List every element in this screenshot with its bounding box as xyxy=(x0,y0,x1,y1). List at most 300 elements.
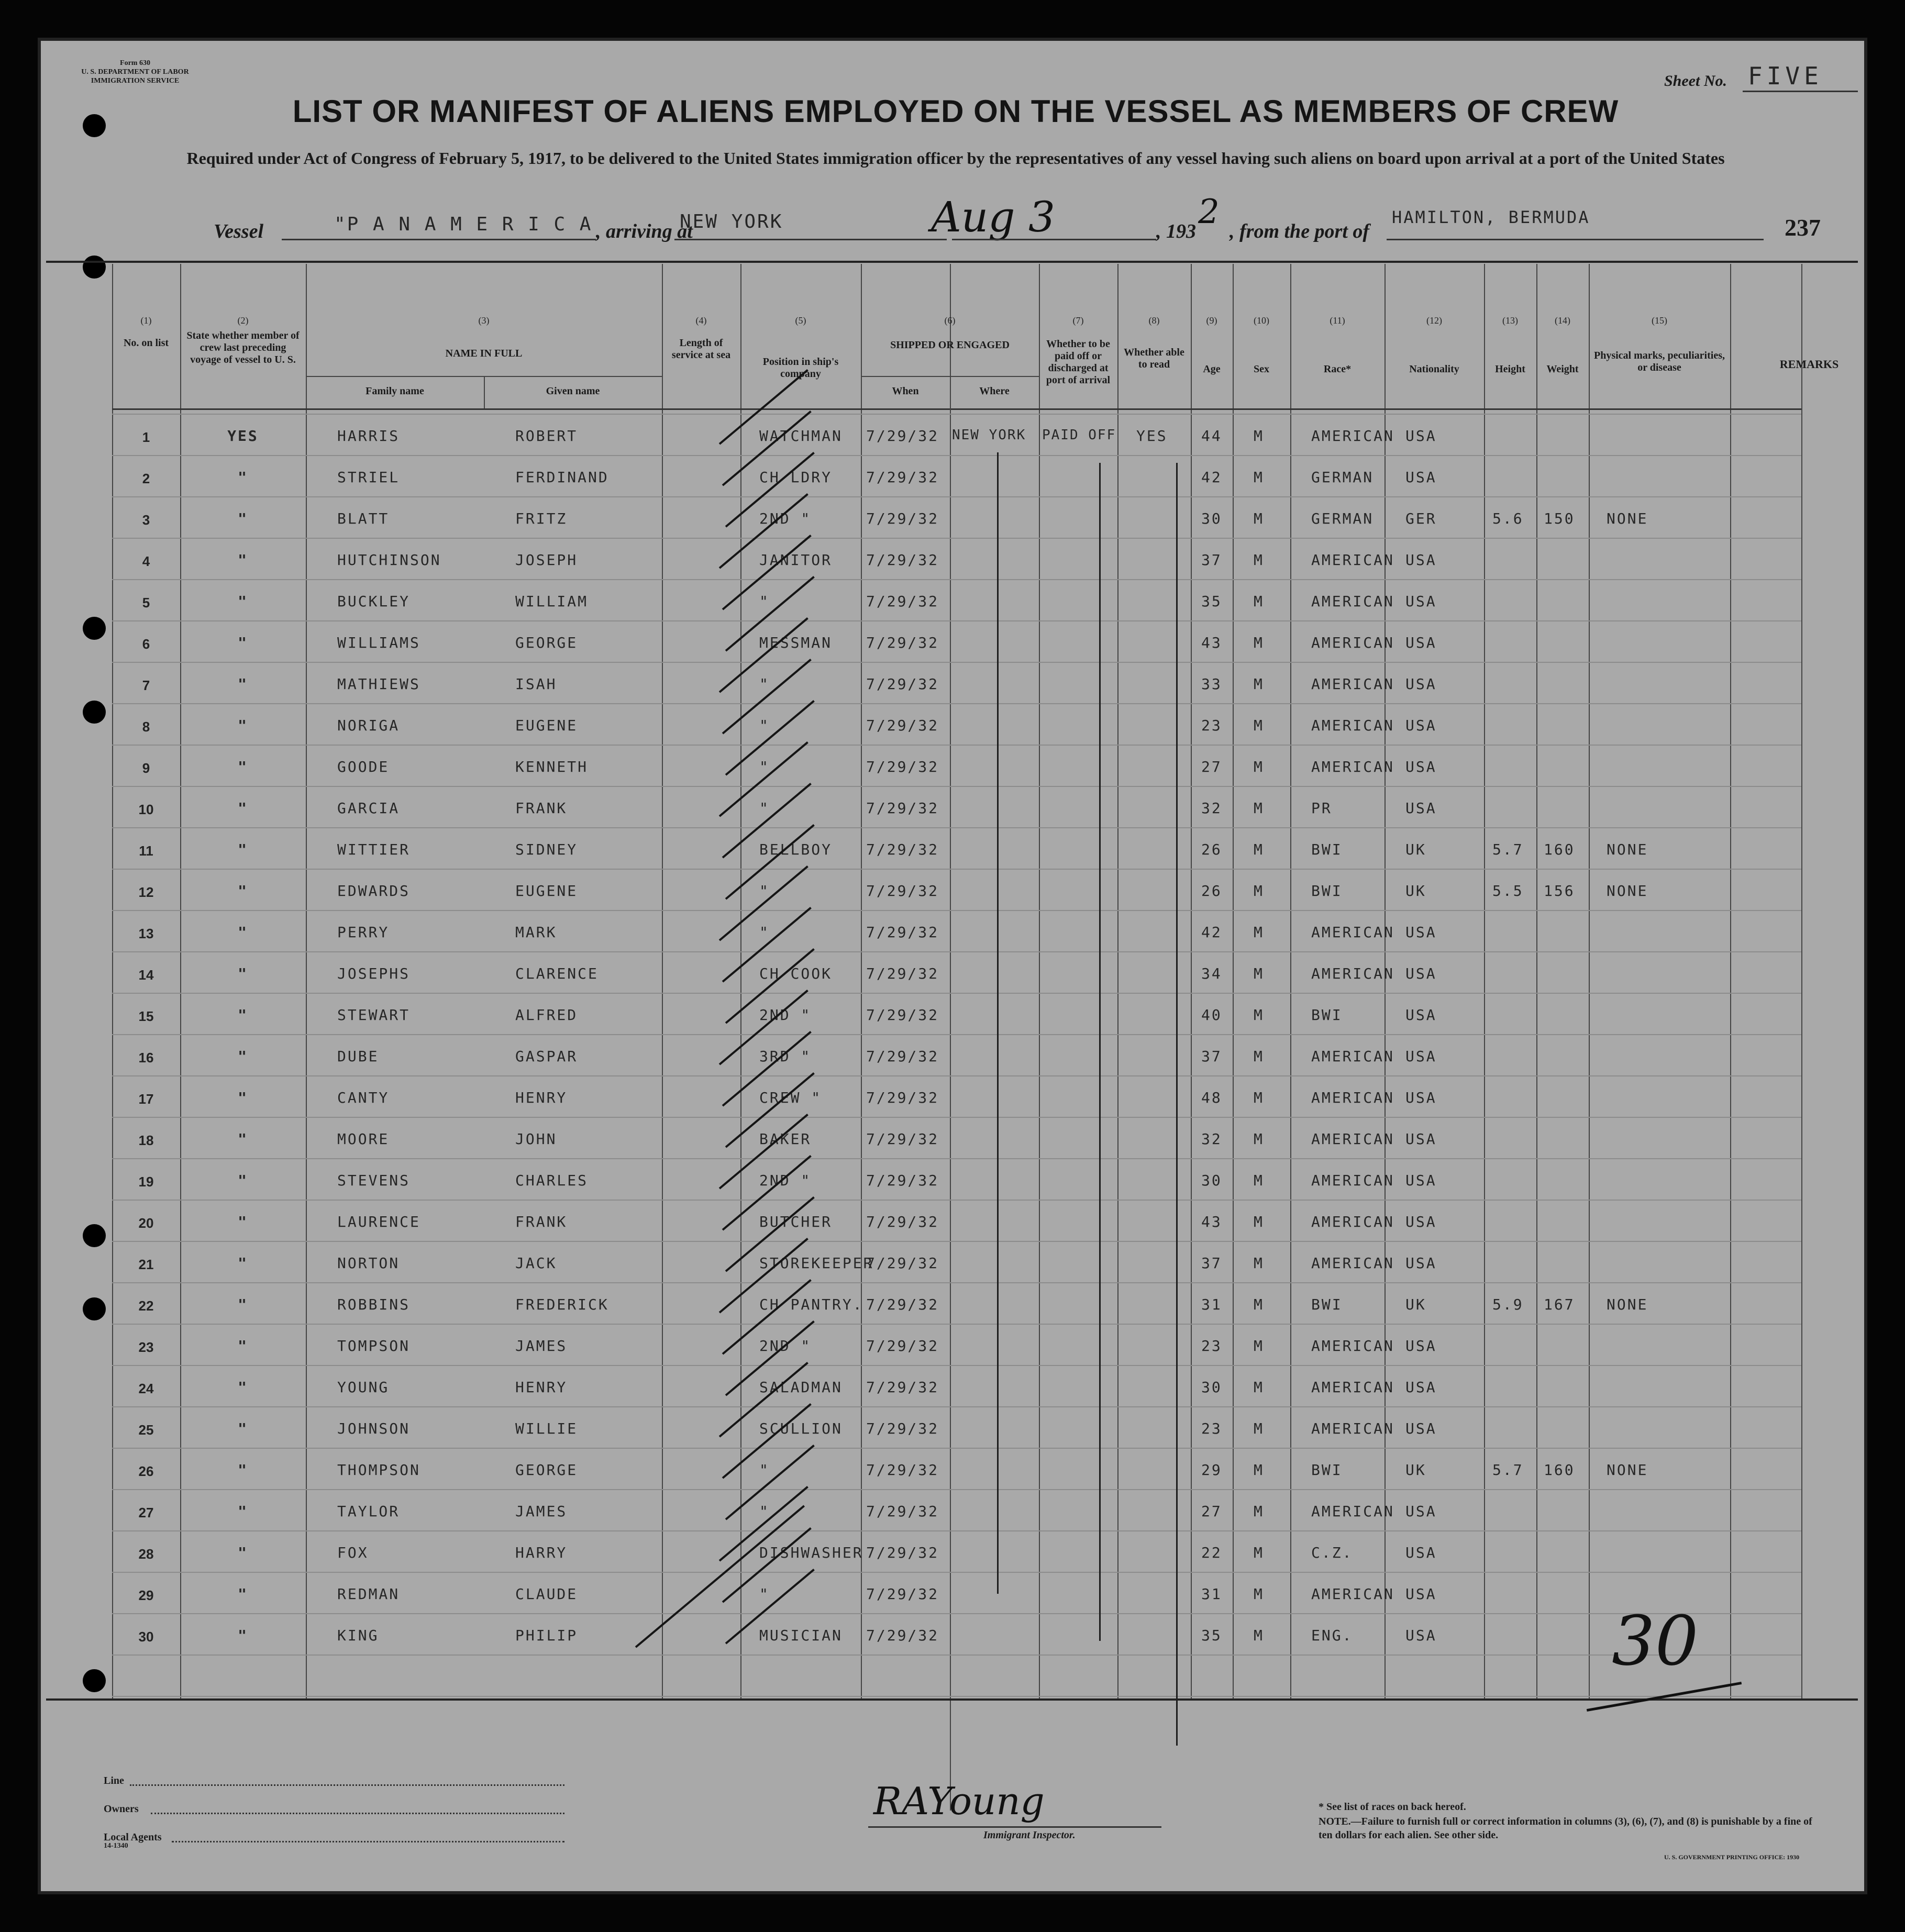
age-cell: 27 xyxy=(1201,1503,1222,1520)
sex-cell: M xyxy=(1254,551,1264,569)
row-rule xyxy=(112,496,1801,497)
row-number: 28 xyxy=(138,1546,154,1562)
arriving-port: NEW YORK xyxy=(680,211,783,232)
name-in-full-header: NAME IN FULL xyxy=(445,348,523,359)
given-name-cell: FERDINAND xyxy=(515,469,609,486)
previous-voyage-cell: " xyxy=(238,1213,248,1230)
column-rule xyxy=(1536,264,1537,1698)
given-name-cell: PHILIP xyxy=(515,1627,578,1644)
column-rule xyxy=(1484,264,1485,1698)
given-name-cell: CLARENCE xyxy=(515,965,599,982)
family-name-header: Family name xyxy=(366,385,424,397)
sex-cell: M xyxy=(1254,1296,1264,1313)
family-name-cell: NORTON xyxy=(337,1254,400,1272)
height-header: Height xyxy=(1495,363,1525,375)
age-cell: 32 xyxy=(1201,1130,1222,1148)
previous-voyage-cell: " xyxy=(238,965,248,982)
row-rule xyxy=(112,1696,1801,1697)
crew-count-mark: 30 xyxy=(1612,1601,1699,1681)
sex-cell: M xyxy=(1254,924,1264,941)
row-rule xyxy=(112,1282,1801,1283)
sex-cell: M xyxy=(1254,1089,1264,1106)
sex-cell: M xyxy=(1254,1461,1264,1479)
position-cell: CH COOK xyxy=(759,965,833,982)
agents-label: Local Agents xyxy=(104,1831,162,1843)
position-header: Position in ship's company xyxy=(762,356,839,380)
age-cell: 35 xyxy=(1201,1627,1222,1644)
when-cell: 7/29/32 xyxy=(866,551,939,569)
race-cell: AMERICAN xyxy=(1311,1503,1394,1520)
height-cell: 5.7 xyxy=(1492,1461,1524,1479)
table-top-rule xyxy=(46,261,1858,263)
race-cell: BWI xyxy=(1311,1006,1343,1024)
column-rule xyxy=(1801,264,1802,1698)
nationality-cell: USA xyxy=(1405,1627,1437,1644)
position-cell: SCULLION xyxy=(759,1420,843,1437)
given-name-cell: JAMES xyxy=(515,1337,568,1354)
form-code: 14-1340 xyxy=(104,1842,128,1850)
inspector-signature: RAYoung xyxy=(873,1779,1045,1823)
position-cell: 2ND " xyxy=(759,1006,812,1024)
given-name-cell: HENRY xyxy=(515,1379,568,1396)
given-name-cell: JOHN xyxy=(515,1130,557,1148)
given-name-cell: WILLIAM xyxy=(515,593,589,610)
row-number: 17 xyxy=(138,1091,154,1107)
when-cell: 7/29/32 xyxy=(866,1627,939,1644)
family-name-cell: TAYLOR xyxy=(337,1503,400,1520)
sex-cell: M xyxy=(1254,1420,1264,1437)
sex-cell: M xyxy=(1254,427,1264,445)
race-cell: AMERICAN xyxy=(1311,1130,1394,1148)
age-cell: 23 xyxy=(1201,1337,1222,1354)
race-cell: AMERICAN xyxy=(1311,1048,1394,1065)
previous-voyage-cell: " xyxy=(238,510,248,527)
sex-cell: M xyxy=(1254,1379,1264,1396)
family-name-cell: GARCIA xyxy=(337,800,400,817)
nationality-header: Nationality xyxy=(1409,363,1459,375)
signature-line xyxy=(868,1826,1161,1828)
punch-hole xyxy=(83,701,106,724)
row-number: 18 xyxy=(138,1132,154,1148)
race-cell: PR xyxy=(1311,800,1332,817)
arriving-underline xyxy=(674,239,947,240)
when-cell: 7/29/32 xyxy=(866,1172,939,1189)
when-cell: 7/29/32 xyxy=(866,675,939,693)
weight-header: Weight xyxy=(1546,363,1579,375)
row-number: 7 xyxy=(142,678,150,693)
when-cell: 7/29/32 xyxy=(866,634,939,651)
age-cell: 23 xyxy=(1201,1420,1222,1437)
row-rule xyxy=(112,1655,1801,1656)
given-name-cell: JAMES xyxy=(515,1503,568,1520)
race-cell: AMERICAN xyxy=(1311,1337,1394,1354)
position-cell: " xyxy=(759,882,770,900)
when-cell: 7/29/32 xyxy=(866,841,939,858)
nationality-cell: USA xyxy=(1405,924,1437,941)
column-number: (7) xyxy=(1072,315,1084,326)
column-rule xyxy=(112,264,113,1698)
position-cell: WATCHMAN xyxy=(759,427,843,445)
age-cell: 30 xyxy=(1201,1172,1222,1189)
sex-cell: M xyxy=(1254,1337,1264,1354)
age-cell: 40 xyxy=(1201,1006,1222,1024)
member-previous-header: State whether member of crew last preceding voyage of vessel to U. S. xyxy=(186,330,300,365)
length-service-header: Length of service at sea xyxy=(671,337,731,361)
family-name-cell: TOMPSON xyxy=(337,1337,411,1354)
column-rule xyxy=(1730,264,1731,1698)
position-cell: BUTCHER xyxy=(759,1213,833,1230)
nationality-cell: USA xyxy=(1405,1089,1437,1106)
family-name-cell: EDWARDS xyxy=(337,882,411,900)
when-cell: 7/29/32 xyxy=(866,924,939,941)
nationality-cell: UK xyxy=(1405,1296,1426,1313)
previous-voyage-cell: " xyxy=(238,1544,248,1561)
sex-cell: M xyxy=(1254,800,1264,817)
position-cell: " xyxy=(759,1461,770,1479)
column-number: (6) xyxy=(944,315,956,326)
age-cell: 32 xyxy=(1201,800,1222,817)
age-cell: 42 xyxy=(1201,924,1222,941)
previous-voyage-cell: " xyxy=(238,1089,248,1106)
sex-cell: M xyxy=(1254,1254,1264,1272)
given-name-cell: EUGENE xyxy=(515,882,578,900)
given-name-cell: FRANK xyxy=(515,1213,568,1230)
column-number: (9) xyxy=(1206,315,1217,326)
position-cell: " xyxy=(759,717,770,734)
row-rule xyxy=(112,1489,1801,1490)
header-rule xyxy=(112,408,1801,410)
sex-cell: M xyxy=(1254,634,1264,651)
given-name-cell: KENNETH xyxy=(515,758,589,775)
column-number: (15) xyxy=(1652,315,1667,326)
crew-table xyxy=(112,264,1867,1698)
given-name-cell: WILLIE xyxy=(515,1420,578,1437)
given-name-cell: HENRY xyxy=(515,1089,568,1106)
ditto-stroke xyxy=(1176,463,1178,1746)
column-number: (10) xyxy=(1254,315,1269,326)
check-mark xyxy=(725,824,815,900)
previous-voyage-cell: " xyxy=(238,1254,248,1272)
row-rule xyxy=(112,1406,1801,1407)
remarks-header: REMARKS xyxy=(1779,358,1839,371)
previous-voyage-cell: " xyxy=(238,551,248,569)
check-mark xyxy=(725,700,815,775)
row-rule xyxy=(112,869,1801,870)
column-number: (13) xyxy=(1502,315,1518,326)
column-number: (4) xyxy=(695,315,707,326)
race-cell: AMERICAN xyxy=(1311,1585,1394,1603)
row-rule xyxy=(112,703,1801,704)
row-rule xyxy=(112,579,1801,580)
race-cell: AMERICAN xyxy=(1311,965,1394,982)
from-port: HAMILTON, BERMUDA xyxy=(1392,207,1590,227)
when-cell: 7/29/32 xyxy=(866,1503,939,1520)
previous-voyage-cell: " xyxy=(238,758,248,775)
position-cell: " xyxy=(759,800,770,817)
sex-cell: M xyxy=(1254,1172,1264,1189)
position-cell: " xyxy=(759,758,770,775)
column-number: (1) xyxy=(140,315,152,326)
previous-voyage-cell: " xyxy=(238,1585,248,1603)
column-number: (11) xyxy=(1330,315,1345,326)
when-cell: 7/29/32 xyxy=(866,1089,939,1106)
age-cell: 26 xyxy=(1201,841,1222,858)
race-cell: AMERICAN xyxy=(1311,1420,1394,1437)
weight-cell: 156 xyxy=(1544,882,1575,900)
row-number: 22 xyxy=(138,1298,154,1314)
family-name-cell: LAURENCE xyxy=(337,1213,420,1230)
column-rule xyxy=(1233,264,1234,1698)
punch-hole xyxy=(83,617,106,640)
sex-cell: M xyxy=(1254,1544,1264,1561)
race-cell: AMERICAN xyxy=(1311,1379,1394,1396)
when-cell: 7/29/32 xyxy=(866,758,939,775)
when-cell: 7/29/32 xyxy=(866,1213,939,1230)
when-cell: 7/29/32 xyxy=(866,1585,939,1603)
when-cell: 7/29/32 xyxy=(866,882,939,900)
family-name-cell: THOMPSON xyxy=(337,1461,420,1479)
nationality-cell: USA xyxy=(1405,427,1437,445)
row-rule xyxy=(112,1324,1801,1325)
previous-voyage-cell: " xyxy=(238,1503,248,1520)
given-name-cell: MARK xyxy=(515,924,557,941)
when-cell: 7/29/32 xyxy=(866,1254,939,1272)
race-cell: AMERICAN xyxy=(1311,593,1394,610)
family-name-cell: PERRY xyxy=(337,924,390,941)
sex-header: Sex xyxy=(1254,363,1269,375)
column-number: (3) xyxy=(478,315,490,326)
sex-cell: M xyxy=(1254,1006,1264,1024)
row-rule xyxy=(112,1530,1801,1531)
ditto-stroke xyxy=(997,452,999,1594)
previous-voyage-cell: " xyxy=(238,717,248,734)
given-name-cell: EUGENE xyxy=(515,717,578,734)
race-cell: AMERICAN xyxy=(1311,675,1394,693)
given-name-header: Given name xyxy=(546,385,600,397)
row-number: 23 xyxy=(138,1339,154,1355)
row-rule xyxy=(112,620,1801,621)
row-rule xyxy=(112,1075,1801,1076)
from-port-underline xyxy=(1387,239,1764,240)
family-name-cell: WITTIER xyxy=(337,841,411,858)
nationality-cell: USA xyxy=(1405,1172,1437,1189)
age-cell: 33 xyxy=(1201,675,1222,693)
sex-cell: M xyxy=(1254,717,1264,734)
vessel-underline xyxy=(282,239,596,240)
race-cell: AMERICAN xyxy=(1311,1213,1394,1230)
punch-hole xyxy=(83,1224,106,1247)
when-cell: 7/29/32 xyxy=(866,593,939,610)
when-cell: 7/29/32 xyxy=(866,1337,939,1354)
form-service: IMMIGRATION SERVICE xyxy=(91,77,180,85)
given-name-cell: CHARLES xyxy=(515,1172,589,1189)
column-number: (2) xyxy=(237,315,249,326)
nationality-cell: USA xyxy=(1405,1048,1437,1065)
previous-voyage-cell: " xyxy=(238,675,248,693)
row-rule xyxy=(112,951,1801,952)
age-cell: 43 xyxy=(1201,634,1222,651)
row-number: 12 xyxy=(138,884,154,900)
age-cell: 37 xyxy=(1201,1254,1222,1272)
nationality-cell: GER xyxy=(1405,510,1437,527)
year-label: , 193 xyxy=(1156,220,1196,242)
row-number: 29 xyxy=(138,1587,154,1603)
form-id: Form 630 xyxy=(120,59,150,67)
sex-cell: M xyxy=(1254,841,1264,858)
line-label: Line xyxy=(104,1775,124,1786)
page-subtitle: Required under Act of Congress of February 5, 1917, to be delivered to the United States immigration officer by the representatives of any vessel having such aliens on board upon arrival at a port of the United States xyxy=(186,149,1725,168)
family-name-cell: JOSEPHS xyxy=(337,965,411,982)
no-on-list-header: No. on list xyxy=(123,337,169,349)
sheet-value: FIVE xyxy=(1748,62,1823,90)
race-cell: AMERICAN xyxy=(1311,427,1394,445)
family-name-cell: STEWART xyxy=(337,1006,411,1024)
family-name-cell: BUCKLEY xyxy=(337,593,411,610)
family-name-cell: DUBE xyxy=(337,1048,379,1065)
previous-voyage-cell: YES xyxy=(227,427,259,445)
row-rule xyxy=(112,1034,1801,1035)
column-number: (5) xyxy=(795,315,806,326)
agents-dotted xyxy=(172,1841,564,1842)
row-rule xyxy=(112,993,1801,994)
family-name-cell: FOX xyxy=(337,1544,369,1561)
family-name-cell: HARRIS xyxy=(337,427,400,445)
nationality-cell: USA xyxy=(1405,1544,1437,1561)
nationality-cell: UK xyxy=(1405,841,1426,858)
age-cell: 30 xyxy=(1201,510,1222,527)
age-cell: 31 xyxy=(1201,1296,1222,1313)
row-number: 6 xyxy=(142,636,150,652)
row-rule xyxy=(112,1200,1801,1201)
row-number: 25 xyxy=(138,1422,154,1438)
row-number: 8 xyxy=(142,719,150,735)
family-name-cell: ROBBINS xyxy=(337,1296,411,1313)
physical-marks-cell: NONE xyxy=(1607,1296,1648,1313)
punch-hole xyxy=(83,1297,106,1320)
nationality-cell: USA xyxy=(1405,1337,1437,1354)
when-cell: 7/29/32 xyxy=(866,1420,939,1437)
race-cell: AMERICAN xyxy=(1311,717,1394,734)
nationality-cell: USA xyxy=(1405,1130,1437,1148)
row-rule xyxy=(112,786,1801,787)
race-cell: AMERICAN xyxy=(1311,924,1394,941)
position-cell: 2ND " xyxy=(759,1172,812,1189)
race-cell: AMERICAN xyxy=(1311,551,1394,569)
race-cell: ENG. xyxy=(1311,1627,1353,1644)
sex-cell: M xyxy=(1254,1130,1264,1148)
penalty-note: NOTE.—Failure to furnish full or correct information in columns (3), (6), (7), and (8) is punishable by a fine of ten dollars for each alien. See other side. xyxy=(1319,1816,1812,1841)
row-rule xyxy=(112,1448,1801,1449)
position-cell: " xyxy=(759,924,770,941)
name-subdivider xyxy=(484,376,485,408)
sex-cell: M xyxy=(1254,1503,1264,1520)
row-number: 21 xyxy=(138,1257,154,1272)
row-rule xyxy=(112,1572,1801,1573)
position-cell: STOREKEEPER xyxy=(759,1254,874,1272)
column-rule xyxy=(1191,264,1192,1698)
row-number: 1 xyxy=(142,429,150,445)
family-name-cell: MOORE xyxy=(337,1130,390,1148)
when-header: When xyxy=(892,385,919,397)
given-name-cell: FRITZ xyxy=(515,510,568,527)
age-cell: 44 xyxy=(1201,427,1222,445)
nationality-cell: USA xyxy=(1405,717,1437,734)
physical-marks-cell: NONE xyxy=(1607,882,1648,900)
from-port-label: , from the port of xyxy=(1230,220,1370,242)
column-number: (8) xyxy=(1148,315,1160,326)
where-header: Where xyxy=(979,385,1010,397)
race-cell: AMERICAN xyxy=(1311,634,1394,651)
age-cell: 30 xyxy=(1201,1379,1222,1396)
age-cell: 48 xyxy=(1201,1089,1222,1106)
race-cell: BWI xyxy=(1311,1296,1343,1313)
family-name-cell: MATHIEWS xyxy=(337,675,420,693)
row-number: 5 xyxy=(142,595,150,610)
row-number: 19 xyxy=(138,1174,154,1190)
nationality-cell: USA xyxy=(1405,1420,1437,1437)
previous-voyage-cell: " xyxy=(238,841,248,858)
when-cell: 7/29/32 xyxy=(866,717,939,734)
when-cell: 7/29/32 xyxy=(866,1006,939,1024)
position-cell: BELLBOY xyxy=(759,841,833,858)
form-number xyxy=(57,59,214,85)
family-name-cell: YOUNG xyxy=(337,1379,390,1396)
age-cell: 37 xyxy=(1201,551,1222,569)
age-cell: 35 xyxy=(1201,593,1222,610)
owners-label: Owners xyxy=(104,1803,139,1815)
row-rule xyxy=(112,1158,1801,1159)
row-number: 27 xyxy=(138,1505,154,1520)
row-rule xyxy=(112,910,1801,911)
given-name-cell: ALFRED xyxy=(515,1006,578,1024)
family-name-cell: STEVENS xyxy=(337,1172,411,1189)
table-bottom-rule xyxy=(46,1698,1858,1701)
shipped-header: SHIPPED OR ENGAGED xyxy=(890,339,1010,351)
sex-cell: M xyxy=(1254,1048,1264,1065)
race-cell: BWI xyxy=(1311,1461,1343,1479)
nationality-cell: USA xyxy=(1405,1503,1437,1520)
previous-voyage-cell: " xyxy=(238,1379,248,1396)
row-number: 10 xyxy=(138,802,154,817)
previous-voyage-cell: " xyxy=(238,634,248,651)
physical-header: Physical marks, peculiarities, or disease xyxy=(1594,350,1725,373)
previous-voyage-cell: " xyxy=(238,1420,248,1437)
vessel-name: "P A N A M E R I C A xyxy=(334,214,593,235)
family-name-cell: HUTCHINSON xyxy=(337,551,441,569)
previous-voyage-cell: " xyxy=(238,1461,248,1479)
weight-cell: 167 xyxy=(1544,1296,1575,1313)
sex-cell: M xyxy=(1254,469,1264,486)
position-cell: " xyxy=(759,593,770,610)
given-name-cell: JOSEPH xyxy=(515,551,578,569)
previous-voyage-cell: " xyxy=(238,469,248,486)
family-name-cell: CANTY xyxy=(337,1089,390,1106)
nationality-cell: USA xyxy=(1405,758,1437,775)
row-number: 14 xyxy=(138,967,154,983)
row-number: 24 xyxy=(138,1381,154,1396)
where-cell: NEW YORK xyxy=(952,427,1026,443)
family-name-cell: NORIGA xyxy=(337,717,400,734)
previous-voyage-cell: " xyxy=(238,1130,248,1148)
row-rule xyxy=(112,455,1801,456)
position-cell: DISHWASHER xyxy=(759,1544,863,1561)
given-name-cell: GEORGE xyxy=(515,1461,578,1479)
nationality-cell: USA xyxy=(1405,1254,1437,1272)
sex-cell: M xyxy=(1254,1585,1264,1603)
given-name-cell: CLAUDE xyxy=(515,1585,578,1603)
when-cell: 7/29/32 xyxy=(866,800,939,817)
age-cell: 34 xyxy=(1201,965,1222,982)
